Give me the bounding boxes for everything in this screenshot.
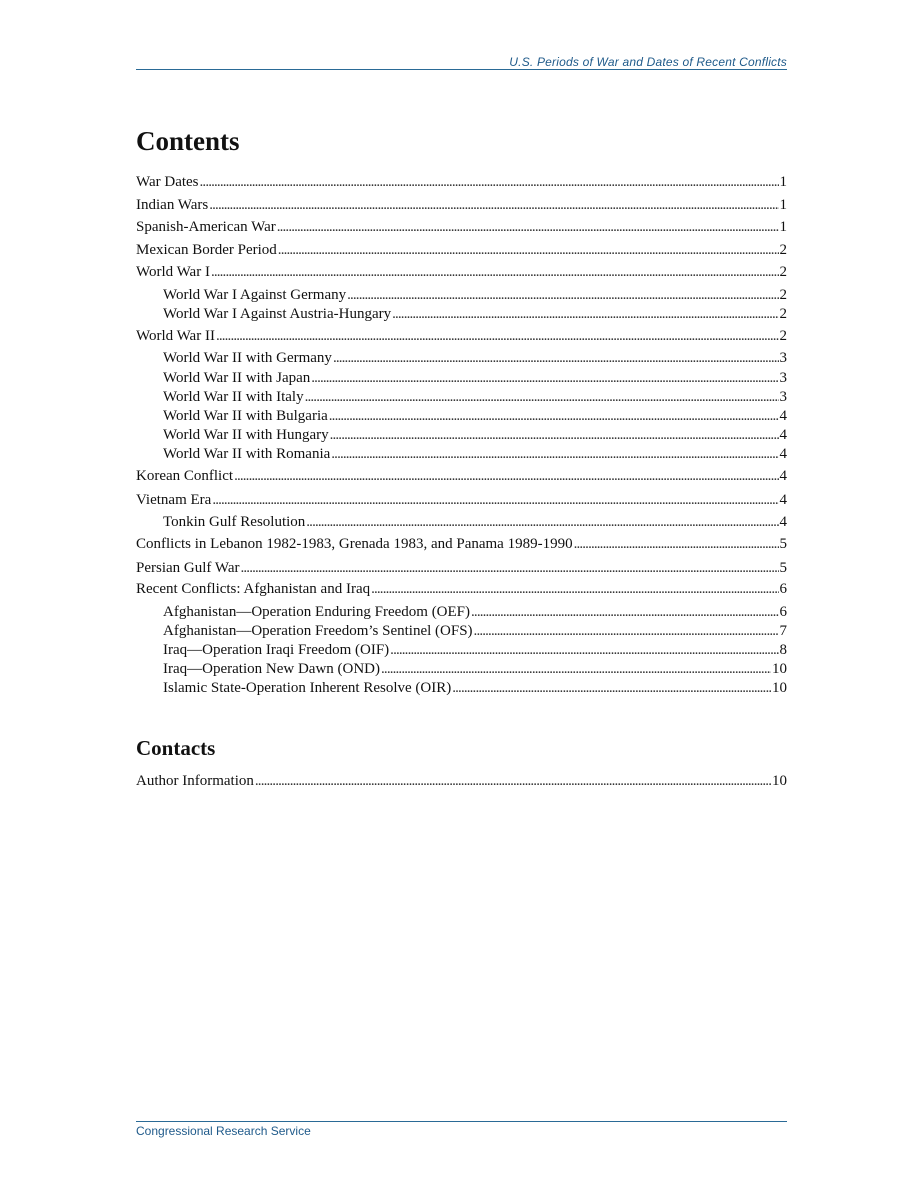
toc-entry[interactable] [136,580,787,599]
toc-entry[interactable] [163,388,787,407]
toc-entry-page: 2 [779,287,787,303]
toc-entry-label: Vietnam Era [136,492,212,508]
toc-entry[interactable] [136,467,787,486]
toc-entry-label: World War II with Romania [163,446,331,462]
toc-dot-leader [305,388,779,407]
toc-dot-leader [200,173,779,192]
toc-entry[interactable] [136,327,787,346]
toc-dot-leader [381,660,771,679]
toc-entry-page: 10 [772,661,787,677]
toc-entry-page: 2 [779,242,787,258]
toc-entry-page: 6 [779,581,787,597]
toc-entry-page: 3 [779,350,787,366]
toc-dot-leader [471,603,778,622]
toc-entry[interactable] [163,426,787,445]
toc-entry[interactable] [136,173,787,192]
toc-entry-label: Iraq—Operation Iraqi Freedom (OIF) [163,642,390,658]
toc-dot-leader [277,218,779,237]
toc-dot-leader [333,349,779,368]
toc-entry-label: Tonkin Gulf Resolution [163,514,306,530]
toc-dot-leader [474,622,779,641]
toc-dot-leader [211,263,779,282]
toc-entry-page: 8 [779,642,787,658]
toc-entry[interactable] [163,445,787,464]
toc-entry-page: 4 [779,427,787,443]
toc-dot-leader [216,327,779,346]
toc-entry[interactable] [136,535,787,554]
toc-entry-page: 4 [779,468,787,484]
toc-entry-label: World War II with Japan [163,370,311,386]
toc-entry-page: 7 [779,623,787,639]
toc-entry-page: 4 [779,408,787,424]
running-footer: Congressional Research Service [136,1124,311,1138]
toc-entry-page: 10 [772,680,787,696]
toc-dot-leader [306,513,778,532]
toc-entry-label: Korean Conflict [136,468,234,484]
toc-dot-leader [392,305,778,324]
toc-dot-leader [452,679,771,698]
toc-entry[interactable] [136,491,787,510]
toc-entry-label: War Dates [136,174,199,190]
toc-entry-label: Islamic State-Operation Inherent Resolve (OIR) [163,680,452,696]
toc-entry-label: Iraq—Operation New Dawn (OND) [163,661,381,677]
toc-entry-label: World War I Against Germany [163,287,347,303]
toc-entry-page: 3 [779,370,787,386]
toc-entry[interactable] [163,622,787,641]
toc-entry-label: Conflicts in Lebanon 1982-1983, Grenada 1983, and Panama 1989-1990 [136,536,573,552]
toc-entry[interactable] [163,305,787,324]
toc-entry-label: Author Information [136,773,254,789]
toc-dot-leader [241,559,779,578]
toc-entry[interactable] [163,641,787,660]
toc-entry-label: World War II with Hungary [163,427,329,443]
toc-entry-page: 4 [779,446,787,462]
running-header: U.S. Periods of War and Dates of Recent Conflicts [509,55,787,69]
toc-dot-leader [255,772,771,791]
toc-entry-label: World War II with Italy [163,389,304,405]
toc-entry-page: 4 [779,492,787,508]
toc-entry-page: 3 [779,389,787,405]
toc-entry-label: World War II with Germany [163,350,332,366]
toc-entry-page: 2 [779,328,787,344]
toc-entry-label: World War I Against Austria-Hungary [163,306,392,322]
contacts-title: Contacts [136,736,216,760]
toc-entry-page: 5 [779,560,787,576]
toc-entry-label: Recent Conflicts: Afghanistan and Iraq [136,581,371,597]
toc-dot-leader [209,196,778,215]
toc-entry-label: Afghanistan—Operation Enduring Freedom (OEF) [163,604,471,620]
toc-entry-page: 1 [779,197,787,213]
toc-entry[interactable] [163,513,787,532]
toc-dot-leader [330,426,779,445]
toc-entry[interactable] [163,679,787,698]
toc-dot-leader [311,369,778,388]
toc-dot-leader [234,467,778,486]
toc-entry-page: 5 [779,536,787,552]
toc-entry-page: 10 [772,773,787,789]
toc-entry-page: 4 [779,514,787,530]
toc-entry-label: Spanish-American War [136,219,276,235]
toc-entry-label: Afghanistan—Operation Freedom’s Sentinel (OFS) [163,623,473,639]
toc-entry-label: Indian Wars [136,197,209,213]
toc-dot-leader [212,491,778,510]
toc-entry[interactable] [136,263,787,282]
toc-entry[interactable] [163,407,787,426]
toc-entry[interactable] [163,603,787,622]
toc-entry[interactable] [163,349,787,368]
toc-entry[interactable] [136,218,787,237]
toc-entry[interactable] [136,559,787,578]
toc-entry[interactable] [163,660,787,679]
contents-title: Contents [136,126,240,156]
toc-dot-leader [331,445,778,464]
toc-entry-page: 1 [779,174,787,190]
toc-entry[interactable] [136,196,787,215]
toc-entry[interactable] [136,772,787,791]
toc-entry-label: World War I [136,264,210,280]
toc-entry-page: 6 [779,604,787,620]
toc-entry[interactable] [136,241,787,260]
toc-entry-page: 2 [779,264,787,280]
toc-dot-leader [574,535,779,554]
toc-entry-label: Mexican Border Period [136,242,277,258]
toc-entry[interactable] [163,286,787,305]
toc-entry[interactable] [163,369,787,388]
toc-dot-leader [371,580,778,599]
toc-entry-page: 2 [779,306,787,322]
toc-dot-leader [390,641,778,660]
toc-entry-page: 1 [779,219,787,235]
toc-entry-label: World War II with Bulgaria [163,408,328,424]
toc-entry-label: Persian Gulf War [136,560,240,576]
toc-dot-leader [278,241,779,260]
footer-rule [136,1121,787,1122]
header-rule [136,69,787,70]
toc-dot-leader [347,286,778,305]
toc-entry-label: World War II [136,328,215,344]
toc-dot-leader [329,407,779,426]
